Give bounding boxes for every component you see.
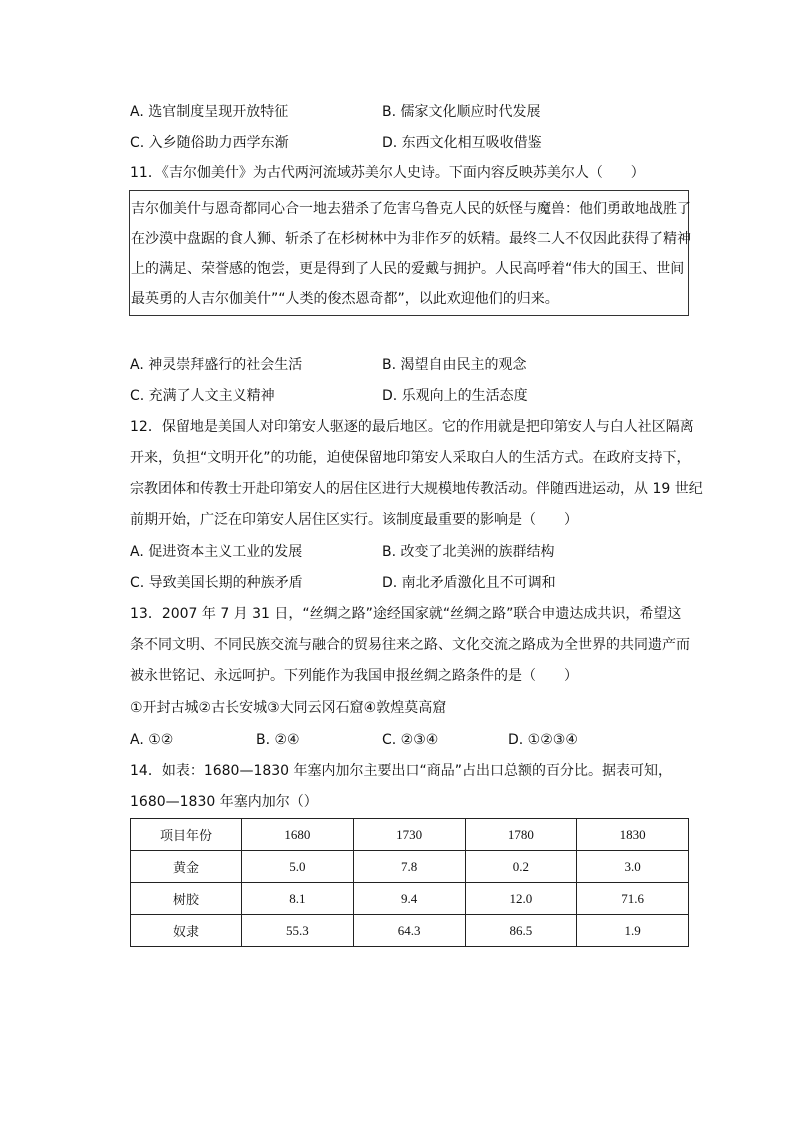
q12-option-c: C. 导致美国长期的种族矛盾: [130, 575, 303, 591]
q11-passage-line: 在沙漠中盘踞的食人狮、斩杀了在杉树林中为非作歹的妖精。最终二人不仅因此获得了精神: [131, 231, 691, 247]
table-header-cell: 1830: [577, 819, 689, 851]
table-cell: 55.3: [242, 915, 354, 947]
table-header-row: [131, 819, 689, 851]
q12-stem-line: 宗教团体和传教士开赴印第安人的居住区进行大规模地传教活动。伴随西进运动，从 19 世纪: [130, 481, 703, 497]
q12-option-a: A. 促进资本主义工业的发展: [130, 544, 303, 560]
table-cell: 0.2: [465, 851, 577, 883]
q14-stem-line: 14．如表：1680—1830 年塞内加尔主要出口“商品”占出口总额的百分比。据表可知，: [130, 763, 673, 779]
table-cell: 7.8: [353, 851, 465, 883]
q13-option-a: A. ①②: [130, 732, 174, 748]
q10-option-a: A. 选官制度呈现开放特征: [130, 104, 289, 120]
table-header-cell: 项目年份: [131, 819, 242, 851]
q11-passage-line: 最英勇的人吉尔伽美什”“人类的俊杰恩奇都”，以此欢迎他们的归来。: [131, 291, 559, 307]
table-cell: 黄金: [131, 851, 242, 883]
table-row: [131, 883, 689, 915]
table-header-cell: 1780: [465, 819, 577, 851]
table-header-cell: 1730: [353, 819, 465, 851]
table-cell: 86.5: [465, 915, 577, 947]
q10-option-d: D. 东西文化相互吸收借鉴: [382, 135, 542, 151]
q11-option-b: B. 渴望自由民主的观念: [382, 357, 527, 373]
q11-option-c: C. 充满了人文主义精神: [130, 388, 275, 404]
q11-option-a: A. 神灵崇拜盛行的社会生活: [130, 357, 303, 373]
table-cell: 3.0: [577, 851, 689, 883]
table-cell: 9.4: [353, 883, 465, 915]
q10-option-c: C. 入乡随俗助力西学东渐: [130, 135, 289, 151]
table-row: [131, 851, 689, 883]
table-cell: 8.1: [242, 883, 354, 915]
q11-stem: 11．《吉尔伽美什》为古代两河流域苏美尔人史诗。下面内容反映苏美尔人（ ）: [130, 165, 645, 181]
q13-option-d: D. ①②③④: [508, 732, 578, 748]
table-cell: 树胶: [131, 883, 242, 915]
q11-passage-line: 吉尔伽美什与恩奇都同心合一地去猎杀了危害乌鲁克人民的妖怪与魔兽：他们勇敢地战胜了: [131, 201, 691, 217]
q11-option-d: D. 乐观向上的生活态度: [382, 388, 528, 404]
table-cell: 1.9: [577, 915, 689, 947]
q12-stem-line: 12．保留地是美国人对印第安人驱逐的最后地区。它的作用就是把印第安人与白人社区隔离: [130, 419, 694, 435]
table-cell: 71.6: [577, 883, 689, 915]
q10-option-b: B. 儒家文化顺应时代发展: [382, 104, 541, 120]
q11-passage-box: [129, 190, 689, 316]
table-row: [131, 915, 689, 947]
q12-stem-line: 开来，负担“文明开化”的功能，迫使保留地印第安人采取白人的生活方式。在政府支持下，: [130, 450, 691, 466]
q12-stem-line: 前期开始，广泛在印第安人居住区实行。该制度最重要的影响是（ ）: [130, 512, 578, 528]
q14-stem-line: 1680—1830 年塞内加尔（）: [130, 794, 318, 810]
q12-option-b: B. 改变了北美洲的族群结构: [382, 544, 555, 560]
q13-stem-line: 被永世铭记、永远呵护。下列能作为我国申报丝绸之路条件的是（ ）: [130, 668, 578, 684]
q13-items: ①开封古城②古长安城③大同云冈石窟④敦煌莫高窟: [130, 700, 447, 716]
q13-stem-line: 13．2007 年 7 月 31 日，“丝绸之路”途经国家就“丝绸之路”联合申遗达成共识，希望这: [130, 606, 682, 622]
q13-option-c: C. ②③④: [382, 732, 439, 748]
table-cell: 奴隶: [131, 915, 242, 947]
table-header-cell: 1680: [242, 819, 354, 851]
table-cell: 64.3: [353, 915, 465, 947]
q13-option-b: B. ②④: [256, 732, 300, 748]
table-cell: 5.0: [242, 851, 354, 883]
table-cell: 12.0: [465, 883, 577, 915]
q12-option-d: D. 南北矛盾激化且不可调和: [382, 575, 556, 591]
q13-stem-line: 条不同文明、不同民族交流与融合的贸易往来之路、文化交流之路成为全世界的共同遗产而: [130, 637, 690, 653]
q11-passage-line: 上的满足、荣誉感的饱尝，更是得到了人民的爱戴与拥护。人民高呼着“伟大的国王、世间: [131, 261, 685, 277]
export-share-table: [130, 818, 689, 947]
